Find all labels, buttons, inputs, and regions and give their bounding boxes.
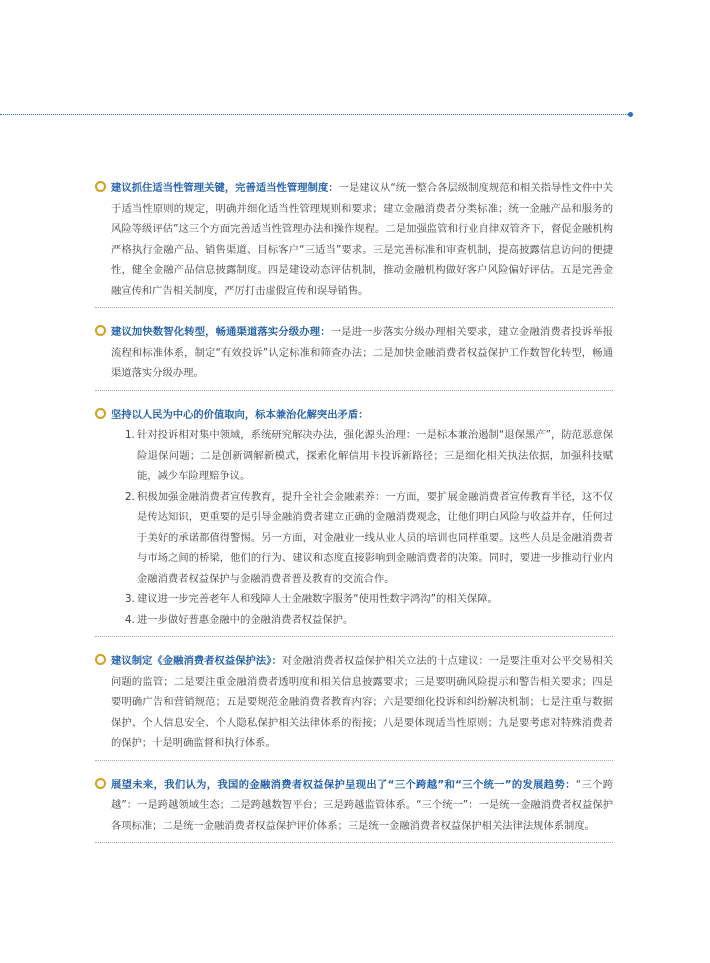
section-legislation <box>95 651 613 761</box>
section-paragraph <box>111 178 613 301</box>
section-paragraph <box>111 775 613 837</box>
circle-bullet-icon <box>95 778 106 789</box>
list-item <box>125 610 613 631</box>
section-suitability <box>95 178 613 308</box>
list-number: 1. <box>125 429 135 441</box>
circle-bullet-icon <box>95 181 106 192</box>
section-body: “三个跨越”：一是跨越领域生态；二是跨越数智平台；三是跨越监管体系。“三个统一”：一是统一金融消费者权益保护各项标准；二是统一金融消费者权益保护评价体系；三是统一金融消费者权益保护相关法律法规体系制度。 <box>111 778 613 832</box>
section-outlook <box>95 775 613 844</box>
list-item <box>125 589 613 610</box>
section-digital-transformation <box>95 322 613 391</box>
numbered-list <box>111 425 613 630</box>
section-title: 建议抓住适当性管理关键，完善适当性管理制度： <box>111 182 339 194</box>
section-title: 展望未来，我们认为，我国的金融消费者权益保护呈现出了“三个跨越”和“三个统一”的发展趋势： <box>111 778 576 791</box>
section-paragraph <box>111 322 613 384</box>
list-item <box>125 487 613 590</box>
top-dotted-rule <box>0 114 630 115</box>
list-number: 3. <box>125 593 135 605</box>
list-number: 4. <box>125 613 135 626</box>
section-body: 一是建议从“统一整合各层级制度规范和相关指导性文件中关于适当性原则的规定，明确并细化适当性管理规则和要求；建立金融消费者分类标准；统一金融产品和服务的风险等级评估”这三个方面完善适当性管理办法和操作规程。二是加强监管和行业自律双管齐下，督促金融机构严格执行金融产品、销售渠道、目标客户“三适当”要求。三是完善标准和审查机制，提高披露信息访问的便捷性，健全金融产品信息披露制度。四是建设动态评估机制，推动金融机构做好客户风险偏好评估。五是完善金融宣传和广告相关制度，严厉打击虚假宣传和误导销售。 <box>111 182 613 297</box>
section-title: 建议制定《金融消费者权益保护法》： <box>111 655 282 667</box>
section-paragraph <box>111 651 613 754</box>
section-title: 坚持以人民为中心的价值取向，标本兼治化解突出矛盾： <box>111 408 369 421</box>
circle-bullet-icon <box>95 325 106 336</box>
section-body: 一是进一步落实分级办理相关要求，建立金融消费者投诉举报流程和标准体系，制定“有效投诉”认定标准和筛查办法；二是加快金融消费者权益保护工作数智化转型，畅通渠道落实分级办理。 <box>111 326 614 379</box>
list-text: 积极加强金融消费者宣传教育，提升全社会金融素养：一方面，要扩展金融消费者宣传教育半径，这不仅是传达知识，更重要的是引导金融消费者建立正确的金融消费观念，让他们明白风险与收益并存，任何过于美好的承诺都值得警惕。另一方面，对金融业一线从业人员的培训也同样重要。这些人员是金融消费者与市场之间的桥梁，他们的行为、建议和态度直接影响到金融消费者的决策。同时，要进一步推动行业内金融消费者权益保护与金融消费者普及教育的交流合作。 <box>137 490 613 585</box>
list-text: 建议进一步完善老年人和残障人士金融数字服务“使用性数字鸿沟”的相关保障。 <box>137 593 498 605</box>
list-text: 进一步做好普惠金融中的金融消费者权益保护。 <box>137 613 354 626</box>
recommendations-content <box>95 178 613 857</box>
circle-bullet-icon <box>95 408 106 419</box>
section-title: 建议加快数智化转型，畅通渠道落实分级办理： <box>111 326 331 338</box>
rule-end-dot <box>628 112 633 117</box>
list-text: 针对投诉相对集中领域，系统研究解决办法，强化源头治理：一是标本兼治遏制“退保黑产”，防范恶意保险退保问题；二是创新调解新模式，探索化解信用卡投诉新路径；三是细化相关执法依据，加强科技赋能，减少车险理赔争议。 <box>137 429 613 482</box>
section-people-centered <box>95 405 613 638</box>
circle-bullet-icon <box>95 654 106 665</box>
list-number: 2. <box>125 490 135 503</box>
list-item <box>125 425 613 487</box>
section-paragraph <box>111 405 613 426</box>
section-body: 对金融消费者权益保护相关立法的十点建议：一是要注重对公平交易相关问题的监管；二是要注重金融消费者透明度和相关信息披露要求；三是要明确风险提示和警告相关要求；四是要明确广告和营销规范；五是要规范金融消费者教育内容；六是要细化投诉和纠纷解决机制；七是注重与数据保护、个人信息安全、个人隐私保护相关法律体系的衔接；八是要体现适当性原则；九是要考虑对特殊消费者的保护；十是明确监督和执行体系。 <box>111 655 614 749</box>
